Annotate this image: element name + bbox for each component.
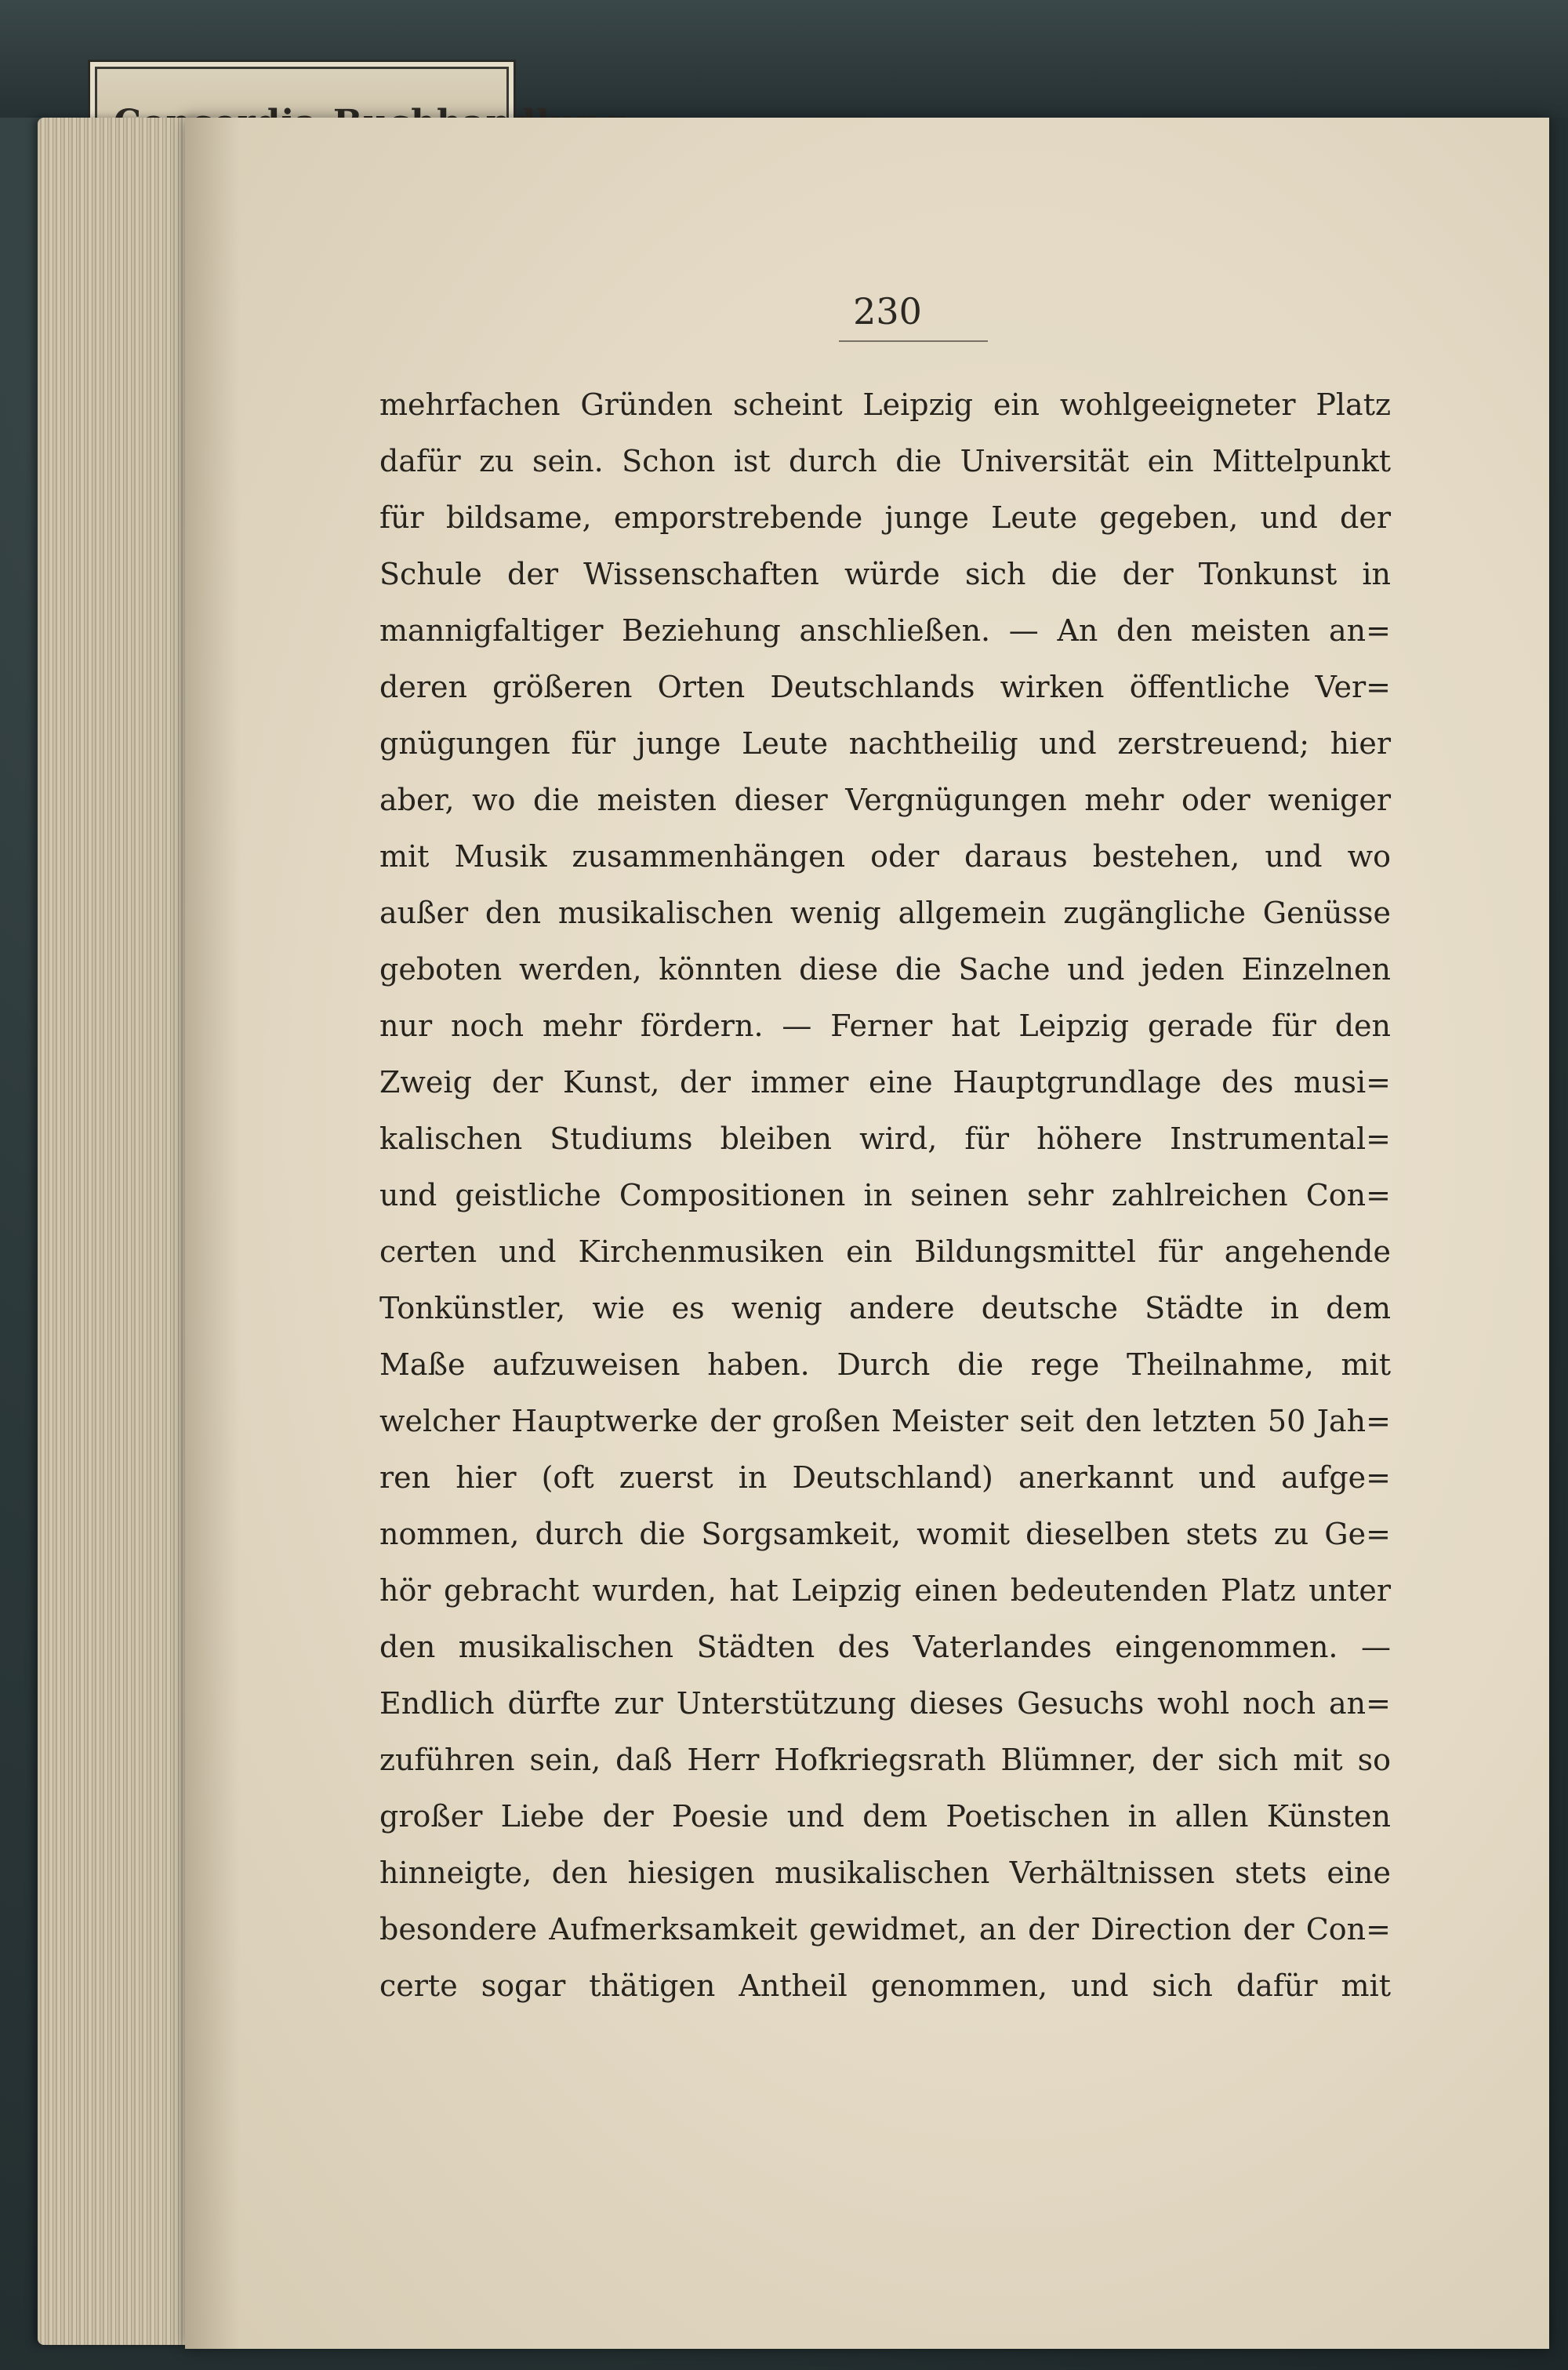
text-line: hör gebracht wurden, hat Leipzig einen bedeutenden Platz unter: [379, 1573, 1391, 1608]
text-line: certe sogar thätigen Antheil genommen, und sich dafür mit: [379, 1968, 1391, 2003]
text-line: Zweig der Kunst, der immer eine Hauptgrundlage des musi=: [379, 1065, 1391, 1100]
text-line: deren größeren Orten Deutschlands wirken öffentliche Ver=: [379, 670, 1391, 704]
body-text: [379, 376, 1391, 2014]
text-line: Endlich dürfte zur Unterstützung dieses Gesuchs wohl noch an=: [379, 1686, 1391, 1721]
text-line: Maße aufzuweisen haben. Durch die rege Theilnahme, mit: [379, 1347, 1391, 1382]
text-line: den musikalischen Städten des Vaterlandes eingenommen. —: [379, 1630, 1391, 1664]
text-line: kalischen Studiums bleiben wird, für höhere Instrumental=: [379, 1121, 1391, 1156]
text-line: geboten werden, könnten diese die Sache und jeden Einzelnen: [379, 952, 1391, 987]
text-line: Tonkünstler, wie es wenig andere deutsche Städte in dem: [379, 1291, 1391, 1325]
page-stack-edges: [38, 118, 202, 2345]
page-number-rule: [839, 340, 988, 342]
text-line: gnügungen für junge Leute nachtheilig und zerstreuend; hier: [379, 726, 1391, 761]
text-line: nur noch mehr fördern. — Ferner hat Leipzig gerade für den: [379, 1009, 1391, 1043]
text-line: großer Liebe der Poesie und dem Poetischen in allen Künsten: [379, 1799, 1391, 1834]
text-line: außer den musikalischen wenig allgemein zugängliche Genüsse: [379, 896, 1391, 930]
text-line: Schule der Wissenschaften würde sich die der Tonkunst in: [379, 557, 1391, 591]
text-line: ren hier (oft zuerst in Deutschland) anerkannt und aufge=: [379, 1460, 1391, 1495]
text-line: mannigfaltiger Beziehung anschließen. — An den meisten an=: [379, 613, 1391, 648]
text-line: nommen, durch die Sorgsamkeit, womit dieselben stets zu Ge=: [379, 1517, 1391, 1551]
page-gutter-shadow: [185, 118, 240, 2349]
text-line: certen und Kirchenmusiken ein Bildungsmittel für angehende: [379, 1234, 1391, 1269]
text-line: aber, wo die meisten dieser Vergnügungen mehr oder weniger: [379, 783, 1391, 817]
text-line: besondere Aufmerksamkeit gewidmet, an der Direction der Con=: [379, 1912, 1391, 1947]
text-line: welcher Hauptwerke der großen Meister seit den letzten 50 Jah=: [379, 1404, 1391, 1438]
text-line: zuführen sein, daß Herr Hofkriegsrath Blümner, der sich mit so: [379, 1743, 1391, 1777]
text-line: dafür zu sein. Schon ist durch die Universität ein Mittelpunkt: [379, 444, 1391, 478]
text-line: mit Musik zusammenhängen oder daraus bestehen, und wo: [379, 839, 1391, 874]
text-line: und geistliche Compositionen in seinen sehr zahlreichen Con=: [379, 1178, 1391, 1212]
text-line: hinneigte, den hiesigen musikalischen Verhältnissen stets eine: [379, 1856, 1391, 1890]
text-line: für bildsame, emporstrebende junge Leute gegeben, und der: [379, 500, 1391, 535]
text-line: mehrfachen Gründen scheint Leipzig ein wohlgeeigneter Platz: [379, 387, 1391, 422]
page-number: 230: [853, 290, 922, 333]
